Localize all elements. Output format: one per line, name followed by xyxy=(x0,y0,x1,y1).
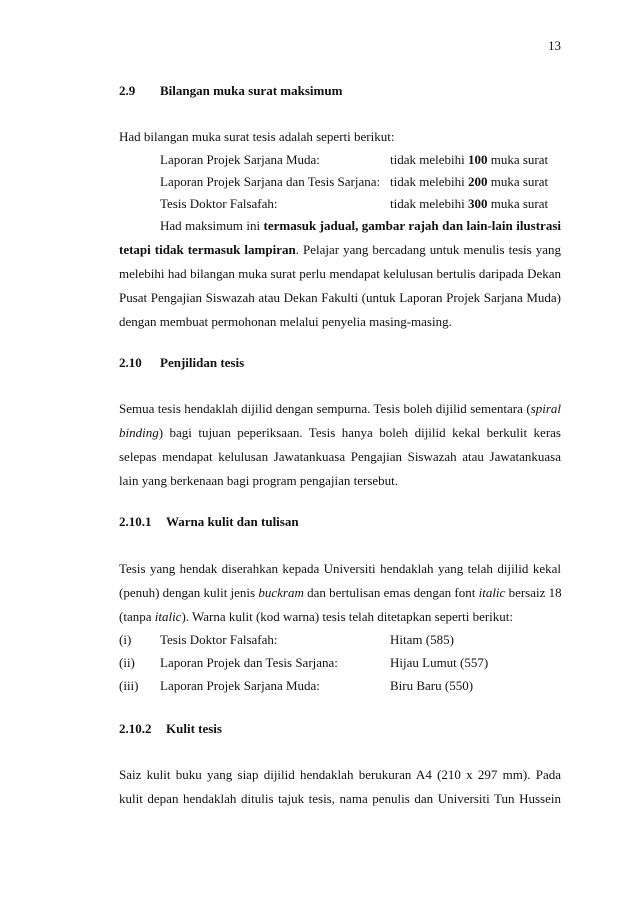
section-title: Warna kulit dan tulisan xyxy=(166,514,299,529)
section-title: Bilangan muka surat maksimum xyxy=(160,83,343,98)
limit-value: tidak melebihi 300 muka surat xyxy=(390,196,549,211)
section-number: 2.10.1 xyxy=(119,514,152,529)
paragraph-line: lain yang berkenaan bagi program pengajian tersebut. xyxy=(119,473,399,488)
list-item-value: Hitam (585) xyxy=(390,632,454,647)
list-item-number: (iii) xyxy=(119,678,139,693)
paragraph-line: binding) bagi tujuan peperiksaan. Tesis hanya boleh dijilid kekal berkulit keras xyxy=(119,425,561,440)
list-item-value: Biru Baru (550) xyxy=(390,678,474,693)
limit-value: tidak melebihi 100 muka surat xyxy=(390,152,549,167)
limit-label: Laporan Projek Sarjana Muda: xyxy=(160,152,320,167)
paragraph-line: Had maksimum ini termasuk jadual, gambar rajah dan lain-lain ilustrasi xyxy=(160,218,561,233)
section-number: 2.9 xyxy=(119,83,136,98)
list-item-label: Laporan Projek Sarjana Muda: xyxy=(160,678,320,693)
section-number: 2.10 xyxy=(119,355,142,370)
limit-value: tidak melebihi 200 muka surat xyxy=(390,174,549,189)
paragraph-line: melebihi had bilangan muka surat perlu mendapat kelulusan bertulis daripada Dekan xyxy=(119,266,561,281)
list-item-value: Hijau Lumut (557) xyxy=(390,655,489,670)
paragraph-line: Had bilangan muka surat tesis adalah seperti berikut: xyxy=(119,129,395,144)
limit-label: Laporan Projek Sarjana dan Tesis Sarjana: xyxy=(160,174,381,189)
section-number: 2.10.2 xyxy=(119,721,152,736)
list-item-label: Tesis Doktor Falsafah: xyxy=(160,632,278,647)
section-title: Kulit tesis xyxy=(166,721,222,736)
paragraph-line: dengan membuat permohonan melalui penyelia masing-masing. xyxy=(119,314,452,329)
section-title: Penjilidan tesis xyxy=(160,355,245,370)
paragraph-line: Pusat Pengajian Siswazah atau Dekan Fakulti (untuk Laporan Projek Sarjana Muda) xyxy=(119,290,561,305)
paragraph-line: kulit depan hendaklah ditulis tajuk tesis, nama penulis dan Universiti Tun Hussein xyxy=(119,791,561,806)
paragraph-line: (penuh) dengan kulit jenis buckram dan bertulisan emas dengan font italic bersaiz 18 xyxy=(119,585,562,600)
paragraph-line: (tanpa italic). Warna kulit (kod warna) tesis telah ditetapkan seperti berikut: xyxy=(119,609,514,624)
paragraph-line: tetapi tidak termasuk lampiran. Pelajar yang bercadang untuk menulis tesis yang xyxy=(119,242,561,257)
list-item-number: (i) xyxy=(119,632,132,647)
paragraph-line: Semua tesis hendaklah dijilid dengan sempurna. Tesis boleh dijilid sementara (spiral xyxy=(119,401,561,416)
paragraph-line: Tesis yang hendak diserahkan kepada Universiti hendaklah yang telah dijilid kekal xyxy=(119,561,561,576)
list-item-number: (ii) xyxy=(119,655,135,670)
limit-label: Tesis Doktor Falsafah: xyxy=(160,196,278,211)
list-item-label: Laporan Projek dan Tesis Sarjana: xyxy=(160,655,338,670)
paragraph-line: selepas mendapat kelulusan Jawatankuasa Pengajian Siswazah atau Jawatankuasa xyxy=(119,449,561,464)
paragraph-line: Saiz kulit buku yang siap dijilid hendaklah berukuran A4 (210 x 297 mm). Pada xyxy=(119,767,561,782)
page-number: 13 xyxy=(548,38,561,53)
